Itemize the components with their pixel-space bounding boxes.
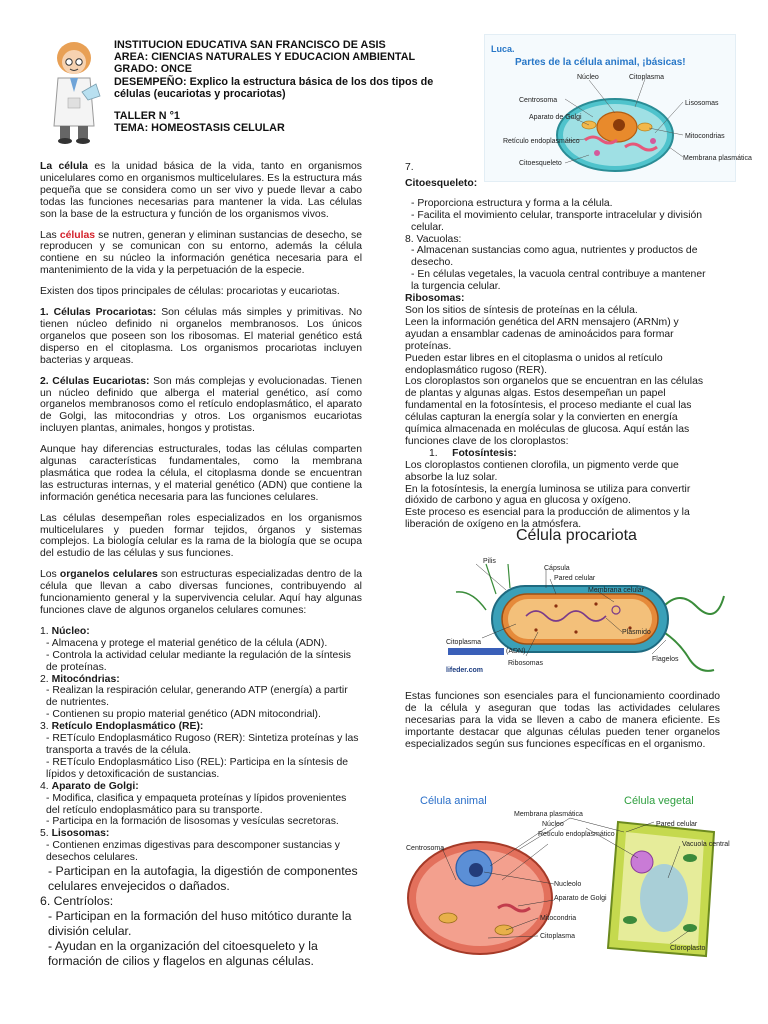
label-citoplasma: Citoplasma	[629, 74, 665, 81]
organelle-title	[40, 721, 362, 733]
label-centrosoma: Centrosoma	[406, 845, 445, 852]
label-nucleolo: Nucleolo	[554, 881, 582, 888]
organelle-name: Núcleo:	[51, 625, 90, 637]
organelle-function: - Realizan la respiración celular, generando ATP (energía) a partir de nutrientes.	[46, 685, 348, 709]
organelle-name: Retículo Endoplasmático (RE):	[51, 721, 204, 733]
label-capsula: Cápsula	[544, 565, 570, 572]
label-reticulo: Retículo endoplasmático	[503, 138, 580, 145]
organelle-title	[40, 674, 362, 686]
label-golgi: Aparato de Golgi	[529, 114, 582, 121]
grade-line: GRADO: ONCE	[114, 63, 192, 76]
topic-line: TEMA: HOMEOSTASIS CELULAR	[114, 122, 285, 135]
organelle-function: - Modifica, clasifica y empaqueta proteínas y lípidos provenientes del retículo endoplasmático para su transporte.	[46, 792, 347, 816]
label-membrana-plasmatica: Membrana plasmática	[514, 811, 583, 818]
label-adn: (ADN)	[506, 648, 526, 655]
label-nucleo: Núcleo	[542, 821, 564, 828]
fotosintesis-line: Los cloroplastos contienen clorofila, un pigmento verde que absorbe la luz solar.	[405, 459, 679, 483]
fotosintesis-line: Este proceso es esencial para la producción de alimentos y la liberación de oxígeno en la atmósfera.	[405, 507, 690, 531]
vacuolas-list	[405, 245, 715, 293]
term-la-celula: La célula	[40, 161, 88, 172]
organelle-function: - RETículo Endoplasmático Liso (REL): Participa en la síntesis de lípidos y detoxificación de sustancias.	[46, 756, 349, 780]
organelle-number: 5.	[40, 828, 52, 840]
organelle-function: - Participa en la formación de lisosomas y vesículas secretoras.	[46, 816, 339, 828]
paragraph-eukaryotes: 2. Células Eucariotas: Son más complejas y evolucionadas. Tienen un núcleo definido que alberga el material genético, así como organelos membranosos como el retículo endoplasmático, el aparato de Golgi, las mitocondrias y otros. Los organismos eucariotas incluyen plantas, animales, hongos y protistas.	[40, 375, 362, 435]
organelle-title	[40, 781, 362, 793]
animal-plant-comparison-figure	[398, 788, 728, 966]
luca-brand: Luca.	[491, 44, 515, 54]
paragraph-common-features: Aunque hay diferencias estructurales, todas las células comparten algunas características fundamentales, como la membrana plasmática que rodea la célula, el citoplasma donde se encuentran las estructuras internas, y el material genético (ADN) que contiene la información genética necesaria para las funciones celulares.	[40, 444, 362, 503]
prokaryote-title: Célula procariota	[516, 527, 637, 544]
ribosomas-line: Pueden estar libres en el citoplasma o unidos al retículo endoplasmático rugoso (RER).	[405, 352, 663, 376]
organelle-title	[40, 626, 362, 638]
performance-text: Explico la estructura básica de los dos tipos de	[186, 75, 434, 88]
label-citoesqueleto: Citoesqueleto	[519, 160, 562, 167]
document-header	[114, 39, 474, 134]
prokaryote-cell-figure	[446, 520, 724, 680]
ribosomas-line: Leen la información genética del ARN mensajero (ARNm) y ayudan a ensamblar cadenas de aminoácidos para formar proteínas.	[405, 316, 679, 352]
ribosomas-title: Ribosomas:	[405, 293, 465, 305]
institution-name: INSTITUCION EDUCATIVA SAN FRANCISCO DE ASIS	[114, 39, 386, 51]
animal-cell-title: Célula animal	[420, 795, 487, 807]
fotosintesis-heading: 1. Fotosíntesis:	[429, 447, 517, 459]
lisosomas-autophagy: - Participan en la autofagia, la digestión de componentes celulares envejecidos o dañados.	[48, 864, 358, 894]
area-line: AREA: CIENCIAS NATURALES Y EDUCACION AMBIENTAL	[114, 51, 416, 64]
plant-cell-title: Célula vegetal	[624, 795, 694, 807]
paragraph-cell-types: Existen dos tipos principales de células: procariotas y eucariotas.	[40, 286, 340, 298]
organelle-function: - Almacena y protege el material genético de la célula (ADN).	[46, 637, 328, 649]
performance-label: DESEMPEÑO:	[114, 75, 187, 88]
performance-line-2: células (eucariotas y procariotas)	[114, 87, 286, 100]
label-citoplasma: Citoplasma	[540, 933, 576, 940]
organelle-function: - RETículo Endoplasmático Rugoso (RER): Sintetiza proteínas y las transporta a través de la célula.	[46, 733, 359, 756]
ribosomas-list	[405, 305, 715, 448]
organelle-name: Lisosomas:	[51, 828, 110, 840]
performance-line	[114, 76, 474, 88]
paragraph-specialized-roles: Las células desempeñan roles especializados en los organismos multicelulares y pueden formar tejidos, órganos y sistemas complejos. La biología celular es la rama de la biología que se ocupa del estudio de las células y sus funciones.	[40, 512, 362, 560]
organelle-title	[40, 828, 362, 840]
label-plasmido: Plásmido	[622, 629, 651, 636]
vacuolas-function: - Almacenan sustancias como agua, nutrientes y productos de desecho.	[411, 245, 698, 269]
label-mitocondrias: Mitocondrias	[685, 133, 725, 140]
label-reticulo: Retículo endoplasmático	[538, 831, 615, 838]
citoesqueleto-list	[405, 198, 715, 234]
scientist-illustration	[38, 36, 110, 146]
paragraph-cell-definition: La célula es la unidad básica de la vida, tanto en organismos unicelulares como en organismos multicelulares. Es la estructura más pequeña que se considera como un ser vivo y puede llevar a cabo todas las funciones necesarias para mantener la vida. Las células son la base de la estructura y función de los organismos vivos.	[40, 161, 362, 220]
organelle-number: 4.	[40, 780, 52, 792]
paragraph-cell-functions: Las células se nutren, generan y eliminan sustancias de desecho, se reproducen y se comunican con su entorno, además la célula contiene en su núcleo la información genética necesaria para el mantenimiento de la vida y la perpetuación de la especie.	[40, 229, 363, 277]
label-lisosomas: Lisosomas	[685, 100, 719, 107]
citoesqueleto-function: - Facilita el movimiento celular, transporte intracelular y división celular.	[411, 209, 703, 233]
centriolos-title: 6. Centríolos:	[40, 894, 114, 909]
left-column	[40, 161, 362, 969]
centriolos-function: - Ayudan en la organización del citoesqueleto y la formación de cilios y flagelos en algunas células.	[48, 939, 318, 969]
label-pared-celular: Pared celular	[554, 575, 596, 582]
label-pared-celular: Pared celular	[656, 821, 698, 828]
centriolos-list	[40, 909, 362, 969]
vacuolas-function: - En células vegetales, la vacuola central contribuye a mantener la turgencia celular.	[411, 269, 706, 293]
paragraph-closing: Estas funciones son esenciales para el funcionamiento coordinado de la célula y aseguran que todas las actividades celulares necesarias para la vida se lleven a cabo de manera eficiente. Es importante destacar que algunas células pueden tener organelos especializados según sus funciones específicas en el organismo.	[405, 691, 720, 750]
ribosomas-line: Los cloroplastos son organelos que se encuentran en las células de plantas y algunas algas. Estos desempeñan un papel fundamental en la fotosíntesis, el proceso mediante el cual las células capturan la energía solar y la convierten en energía química almacenada en moléculas de glucosa. Aquí están las funciones clave de los cloroplastos:	[405, 376, 704, 447]
organelle-number: 2.	[40, 673, 52, 685]
label-membrana: Membrana plasmática	[683, 155, 752, 162]
label-flagelos: Flagelos	[652, 656, 679, 663]
label-vacuola-central: Vacuola central	[682, 841, 730, 848]
label-nucleo: Núcleo	[577, 74, 599, 81]
animal-cell-parts-figure	[484, 34, 752, 182]
lifeder-watermark: lifeder.com	[446, 667, 483, 674]
label-cloroplasto: Cloroplasto	[670, 945, 706, 952]
ribosomas-line: Son los sitios de síntesis de proteínas en la célula.	[405, 304, 638, 316]
paragraph-prokaryotes: 1. Células Procariotas: Son células más simples y primitivas. No tienen núcleo definido ni organelos membranosos. Los únicos organelos que poseen son los ribosomas. El material genético está disperso en el citoplasma. Los organismos procariotas incluyen bacterias y arqueas.	[40, 307, 362, 366]
vacuolas-title: 8. Vacuolas:	[405, 233, 462, 245]
organelle-name: Aparato de Golgi:	[51, 780, 139, 792]
right-column	[405, 162, 715, 531]
adn-bar	[448, 648, 504, 655]
label-centrosoma: Centrosoma	[519, 97, 558, 104]
organelle-number: 3.	[40, 721, 52, 733]
label-pilis: Pilis	[483, 558, 496, 565]
organelle-number: 1.	[40, 625, 52, 637]
organelle-function: - Contienen enzimas digestivas para descomponer sustancias y desechos celulares.	[46, 840, 340, 864]
paragraph-organelles-intro: Los organelos celulares son estructuras especializadas dentro de la célula que llevan a cabo diversas funciones, contribuyendo al funcionamiento general y la supervivencia celular. Aquí hay algunas funciones clave de algunos organelos celulares comunes:	[40, 569, 363, 616]
label-membrana-celular: Membrana celular	[588, 587, 645, 594]
organelle-function: - Controla la actividad celular mediante la regulación de la síntesis de proteínas.	[46, 649, 351, 673]
organelle-name: Mitocóndrias:	[51, 673, 120, 685]
item-number-7: 7.	[405, 162, 414, 173]
organelle-function: - Contienen su propio material genético (ADN mitocondrial).	[46, 709, 321, 721]
citoesqueleto-title: Citoesqueleto:	[405, 177, 478, 189]
citoesqueleto-function: - Proporciona estructura y forma a la célula.	[411, 197, 613, 209]
workshop-number: TALLER N °1	[114, 110, 180, 123]
organelles-list	[40, 626, 362, 864]
label-golgi: Aparato de Golgi	[554, 895, 607, 902]
term-celulas: células	[59, 229, 96, 241]
label-mitocondria: Mitocondria	[540, 915, 577, 922]
figure-title: Partes de la célula animal, ¡básicas!	[515, 57, 686, 68]
label-citoplasma: Citoplasma	[446, 639, 482, 646]
centriolos-function: - Participan en la formación del huso mitótico durante la división celular.	[48, 909, 352, 939]
label-ribosomas: Ribosomas	[508, 660, 544, 667]
fotosintesis-line: En la fotosíntesis, la energía luminosa se utiliza para convertir dióxido de carbono y agua en glucosa y oxígeno.	[405, 483, 691, 507]
